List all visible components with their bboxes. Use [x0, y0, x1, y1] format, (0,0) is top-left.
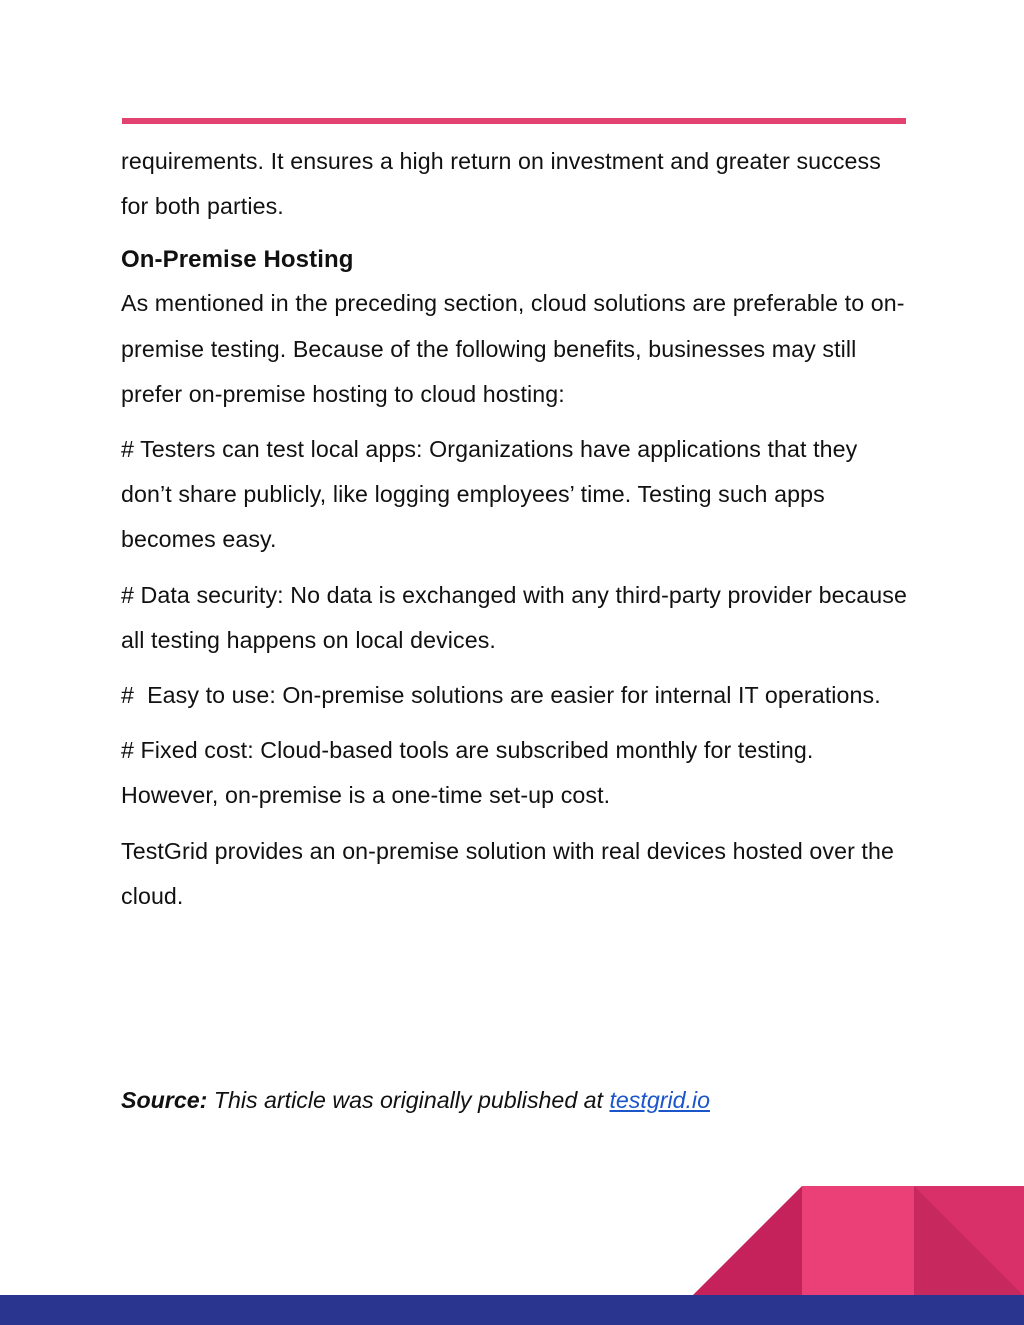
- source-label: Source:: [121, 1087, 208, 1113]
- paragraph-continuation: requirements. It ensures a high return on investment and greater success for both parties.: [121, 148, 881, 220]
- source-link[interactable]: testgrid.io: [609, 1087, 710, 1113]
- source-line: [121, 1078, 911, 1123]
- top-accent-rule: [122, 118, 906, 124]
- bullet-item-easy-to-use: # Easy to use: On-premise solutions are easier for internal IT operations.: [121, 682, 881, 709]
- closing-paragraph: TestGrid provides an on-premise solution with real devices hosted over the cloud.: [121, 837, 894, 909]
- bullet-item-data-security: # Data security: No data is exchanged with any third-party provider because all testing happens on local devices.: [121, 581, 907, 653]
- footer-navy-band: [0, 1295, 1024, 1325]
- document-body: [121, 139, 911, 929]
- bullet-item-fixed-cost: # Fixed cost: Cloud-based tools are subscribed monthly for testing. However, on-premise is a one-time set-up cost.: [121, 737, 814, 809]
- intro-paragraph: As mentioned in the preceding section, cloud solutions are preferable to on-premise testing. Because of the following benefits, businesses may still prefer on-premise hosting to cloud hosting:: [121, 290, 905, 407]
- corner-block-pink: [802, 1186, 914, 1296]
- section-heading: On-Premise Hosting: [121, 246, 354, 274]
- source-text: This article was originally published at: [207, 1087, 610, 1113]
- bullet-item-local-apps: # Testers can test local apps: Organizations have applications that they don’t share publicly, like logging employees’ time. Testing such apps becomes easy.: [121, 436, 858, 553]
- corner-shadow: [914, 1186, 1024, 1296]
- corner-triangle-dark: [692, 1186, 802, 1296]
- corner-block-right: [914, 1186, 1024, 1296]
